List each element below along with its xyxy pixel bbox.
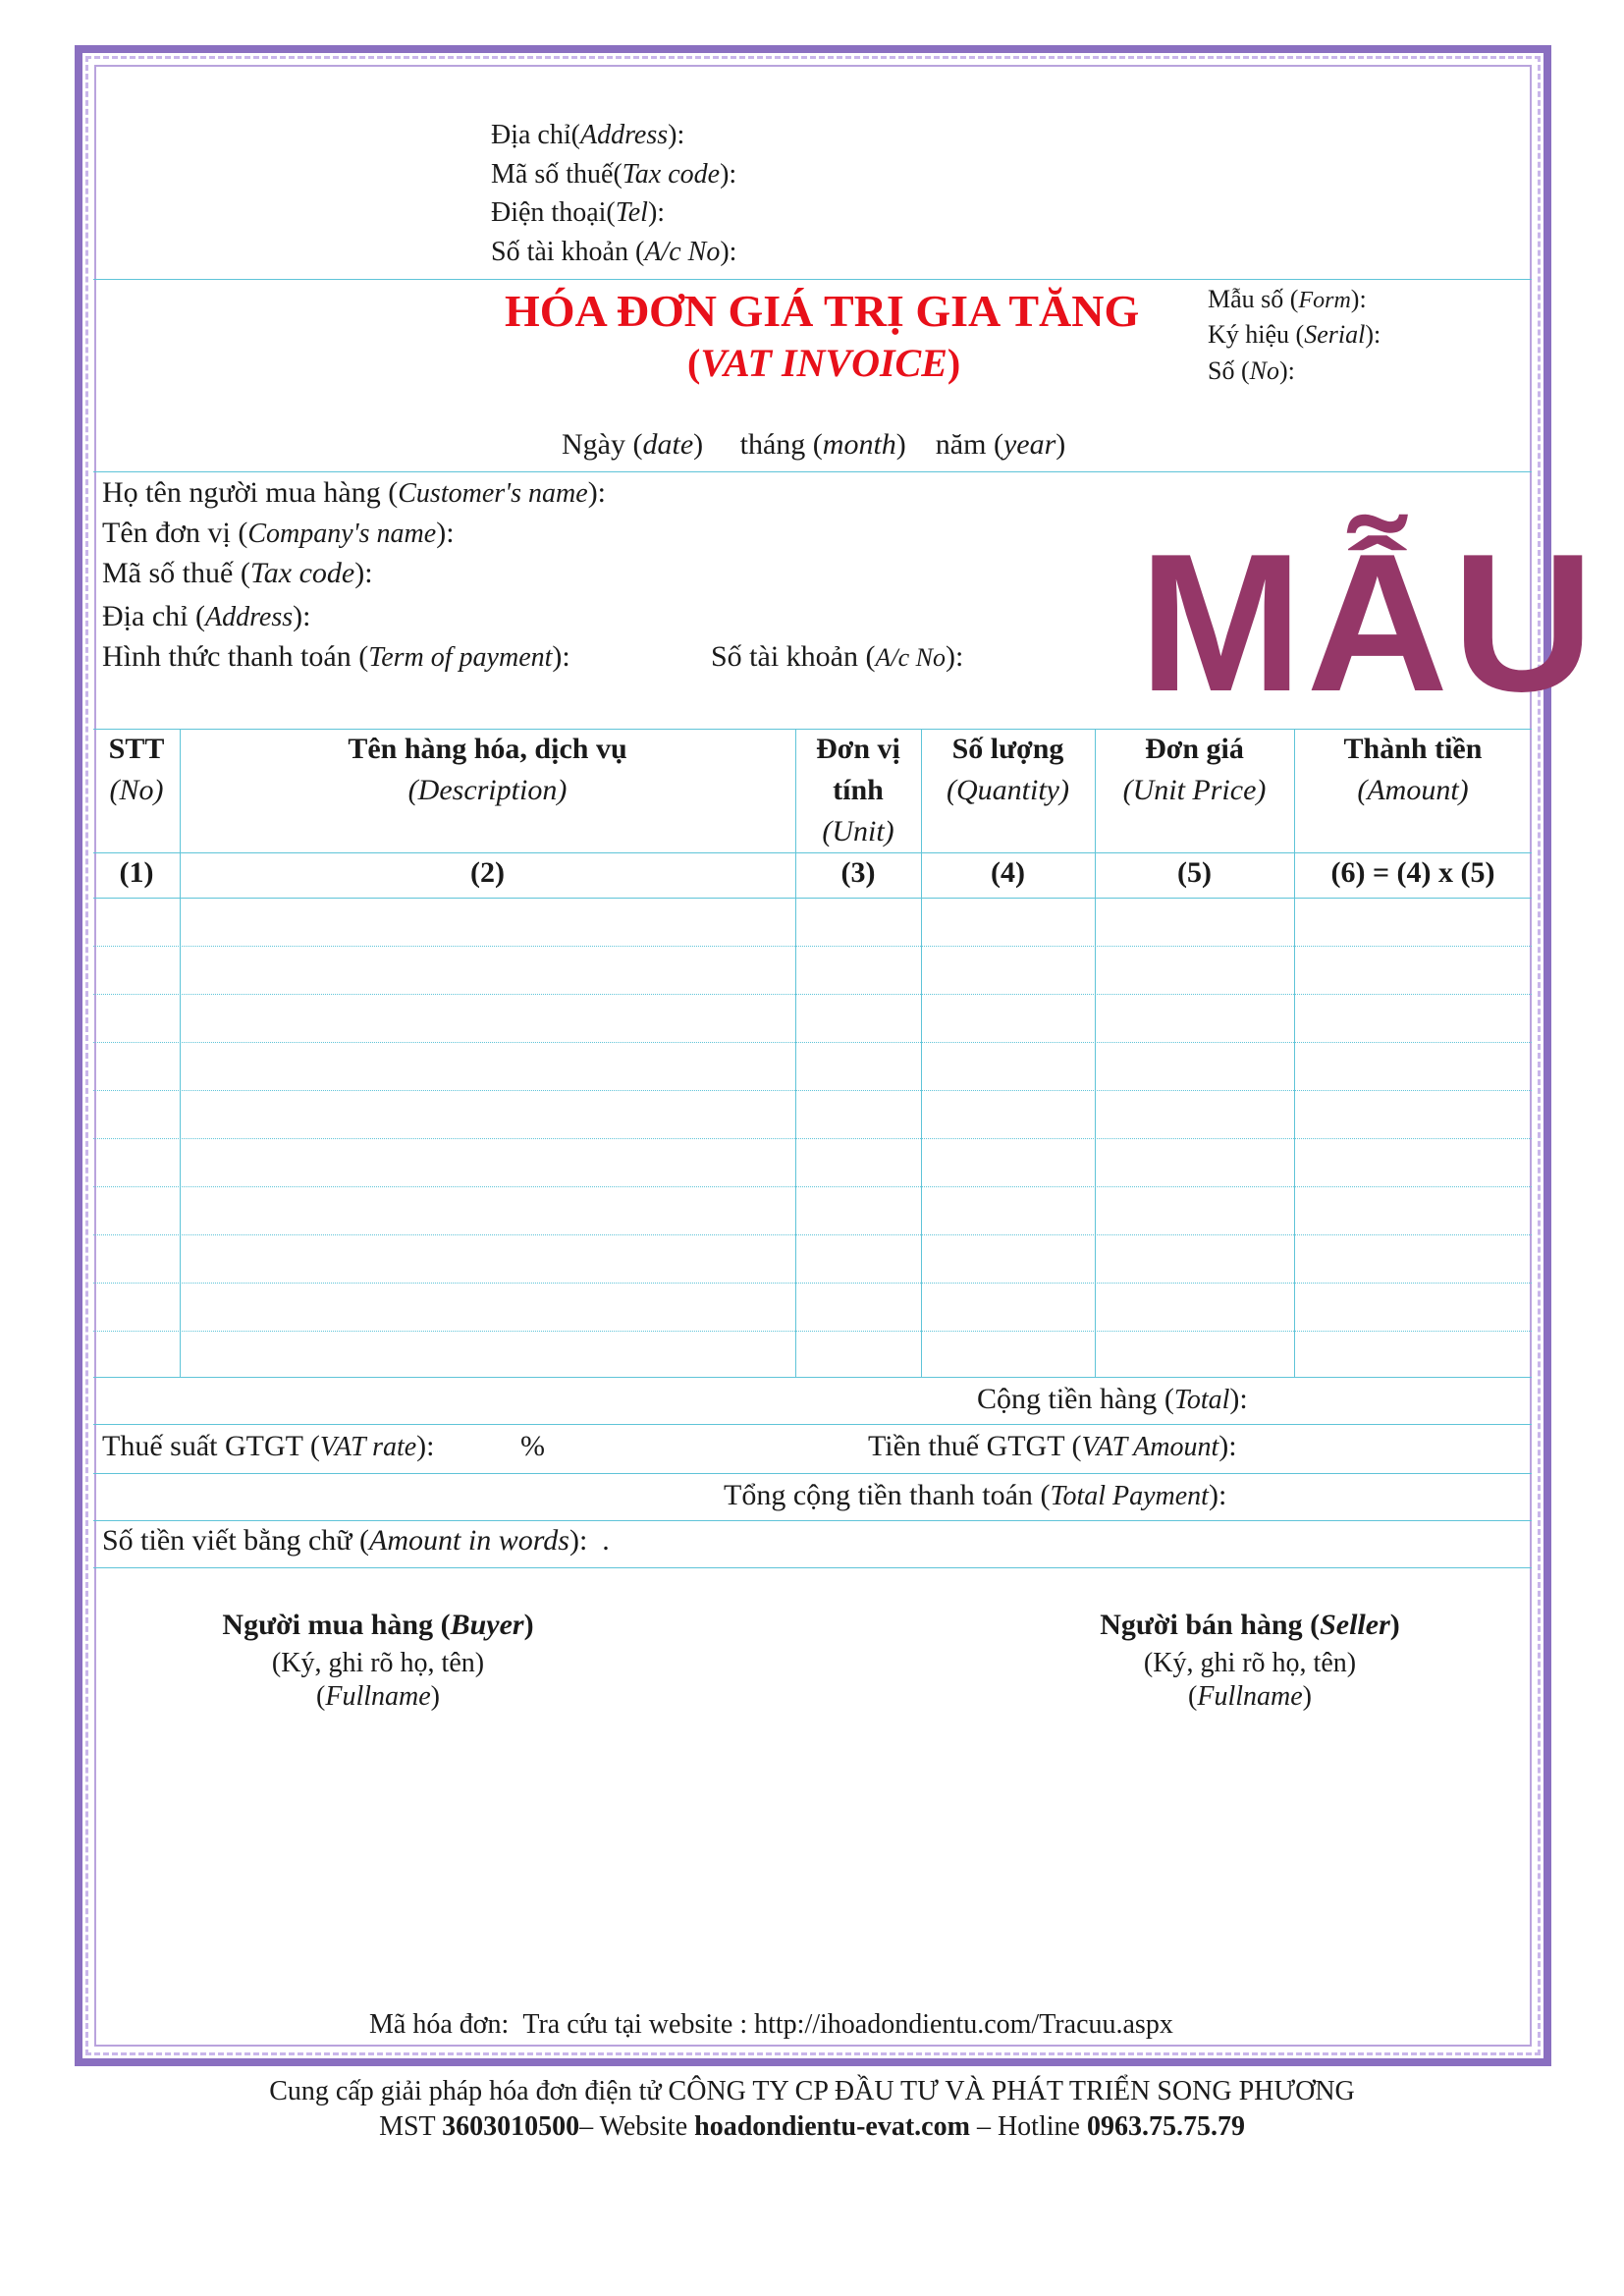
seller-account-field: Số tài khoản (A/c No): — [491, 237, 737, 267]
table-header-border — [93, 852, 1532, 853]
vat-rate-percent: % — [520, 1430, 545, 1462]
column-header-quantity: Số lượng (Quantity) — [947, 733, 1069, 806]
column-divider — [921, 729, 922, 1377]
column-divider — [180, 729, 181, 1377]
column-number: (6) = (4) x (5) — [1330, 856, 1495, 889]
table-row — [93, 1138, 1532, 1139]
buyer-name-field: Họ tên người mua hàng (Customer's name): — [102, 476, 607, 509]
column-divider — [1095, 729, 1096, 1377]
serial-field: Ký hiệu (Serial): — [1208, 320, 1381, 349]
column-number: (4) — [991, 856, 1025, 889]
table-row — [93, 994, 1532, 995]
column-number: (3) — [840, 856, 876, 889]
divider — [93, 279, 1532, 280]
form-field: Mẫu số (Form): — [1208, 285, 1367, 313]
divider — [93, 1424, 1532, 1425]
column-header-unit: Đơn vị tính (Unit) — [816, 733, 900, 847]
column-number: (5) — [1177, 856, 1212, 889]
column-divider — [1294, 729, 1295, 1377]
column-header-amount: Thành tiền (Amount) — [1343, 733, 1483, 806]
buyer-tax-field: Mã số thuế (Tax code): — [102, 557, 373, 589]
total-field: Cộng tiền hàng (Total): — [977, 1383, 1248, 1415]
invoice-date: Ngày (date) tháng (month) năm (year) — [562, 428, 1066, 461]
vat-amount-field: Tiền thuế GTGT (VAT Amount): — [868, 1430, 1237, 1462]
column-number: (2) — [470, 856, 505, 889]
invoice-subtitle: (VAT INVOICE) — [687, 341, 961, 385]
seller-signature-block: Người bán hàng (Seller) (Ký, ghi rõ họ, tên) (Fullname) — [1100, 1609, 1400, 1712]
divider — [93, 471, 1532, 472]
provider-line: Cung cấp giải pháp hóa đơn điện tử CÔNG TY CP ĐẦU TƯ VÀ PHÁT TRIỂN SONG PHƯƠNG — [269, 2076, 1355, 2106]
divider — [93, 1520, 1532, 1521]
table-number-border — [93, 898, 1532, 899]
table-row — [93, 1042, 1532, 1043]
table-row — [93, 1283, 1532, 1284]
seller-tax-field: Mã số thuế(Tax code): — [491, 159, 737, 190]
table-row — [93, 1090, 1532, 1091]
divider — [93, 1473, 1532, 1474]
vat-rate-field: Thuế suất GTGT (VAT rate): — [102, 1430, 435, 1462]
buyer-address-field: Địa chỉ (Address): — [102, 600, 311, 632]
sample-watermark: MẪU — [1139, 514, 1598, 733]
table-row — [93, 1186, 1532, 1187]
invoice-title: HÓA ĐƠN GIÁ TRỊ GIA TĂNG — [505, 286, 1140, 336]
table-row — [93, 946, 1532, 947]
amount-in-words-field: Số tiền viết bằng chữ (Amount in words): . — [102, 1524, 610, 1557]
invoice-lookup: Mã hóa đơn: Tra cứu tại website : http://ihoadondientu.com/Tracuu.aspx — [369, 2009, 1173, 2040]
buyer-account-field: Số tài khoản (A/c No): — [711, 640, 964, 673]
buyer-company-field: Tên đơn vị (Company's name): — [102, 517, 455, 549]
divider — [93, 1567, 1532, 1568]
column-header-description: Tên hàng hóa, dịch vụ (Description) — [348, 733, 627, 806]
column-number: (1) — [119, 856, 154, 889]
payment-term-field: Hình thức thanh toán (Term of payment): — [102, 640, 570, 673]
column-header-no: STT (No) — [108, 733, 165, 806]
seller-tel-field: Điện thoại(Tel): — [491, 197, 666, 228]
buyer-signature-block: Người mua hàng (Buyer) (Ký, ghi rõ họ, tên) (Fullname) — [222, 1609, 534, 1712]
seller-address-field: Địa chỉ(Address): — [491, 120, 685, 150]
table-bottom-border — [93, 1377, 1532, 1378]
total-payment-field: Tổng cộng tiền thanh toán (Total Payment): — [724, 1479, 1227, 1511]
column-header-unit-price: Đơn giá (Unit Price) — [1122, 733, 1267, 806]
provider-contact: MST 3603010500– Website hoadondientu-evat.com – Hotline 0963.75.75.79 — [379, 2111, 1245, 2142]
table-row — [93, 1234, 1532, 1235]
invoice-number-field: Số (No): — [1208, 356, 1295, 385]
table-row — [93, 1331, 1532, 1332]
